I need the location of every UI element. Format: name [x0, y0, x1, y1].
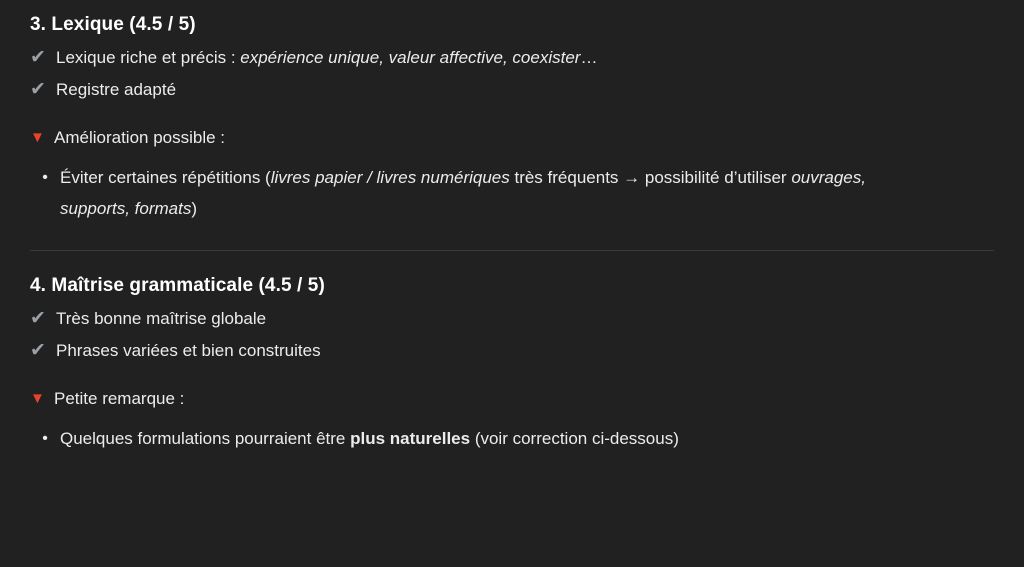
check-item-label: Très bonne maîtrise globale: [56, 309, 267, 328]
list-item: [30, 74, 994, 106]
section-maitrise-grammaticale: [30, 275, 994, 454]
check-list-lexique: [30, 42, 994, 106]
list-item: [30, 162, 994, 224]
section-lexique: [30, 14, 994, 224]
check-list-grammaire: [30, 303, 994, 367]
check-item-label: Registre adapté: [56, 80, 177, 99]
list-item: [30, 423, 994, 454]
list-item: [30, 42, 994, 74]
red-triangle-icon: ▼: [30, 390, 45, 407]
note-label: Petite remarque :: [54, 389, 185, 408]
check-item-label: Lexique riche et précis : expérience unique, valeur affective, coexister…: [56, 48, 598, 67]
bullet-icon: •: [42, 169, 48, 186]
note-label: Amélioration possible :: [54, 128, 226, 147]
check-mark-icon: ✔: [30, 308, 46, 329]
list-item: [30, 335, 994, 367]
note-petite-remarque: [30, 385, 994, 413]
note-amelioration: [30, 124, 994, 152]
check-mark-icon: ✔: [30, 47, 46, 68]
bullet-list-lexique: [30, 162, 994, 224]
bullet-list-grammaire: [30, 423, 994, 454]
page-title: 3. Lexique (4.5 / 5): [30, 14, 196, 35]
check-mark-icon: ✔: [30, 340, 46, 361]
check-mark-icon: ✔: [30, 79, 46, 100]
bullet-item-label: Quelques formulations pourraient être plus naturelles (voir correction ci-dessous): [60, 429, 679, 448]
list-item: [30, 303, 994, 335]
section-divider: [30, 250, 994, 251]
red-triangle-icon: ▼: [30, 129, 45, 146]
check-item-label: Phrases variées et bien construites: [56, 341, 321, 360]
section-title: 4. Maîtrise grammaticale (4.5 / 5): [30, 275, 325, 296]
bullet-item-label: Éviter certaines répétitions (livres papier / livres numériques très fréquents → possibilité d’utiliser ouvrages, supports, formats): [60, 168, 866, 218]
bullet-icon: •: [42, 430, 48, 447]
